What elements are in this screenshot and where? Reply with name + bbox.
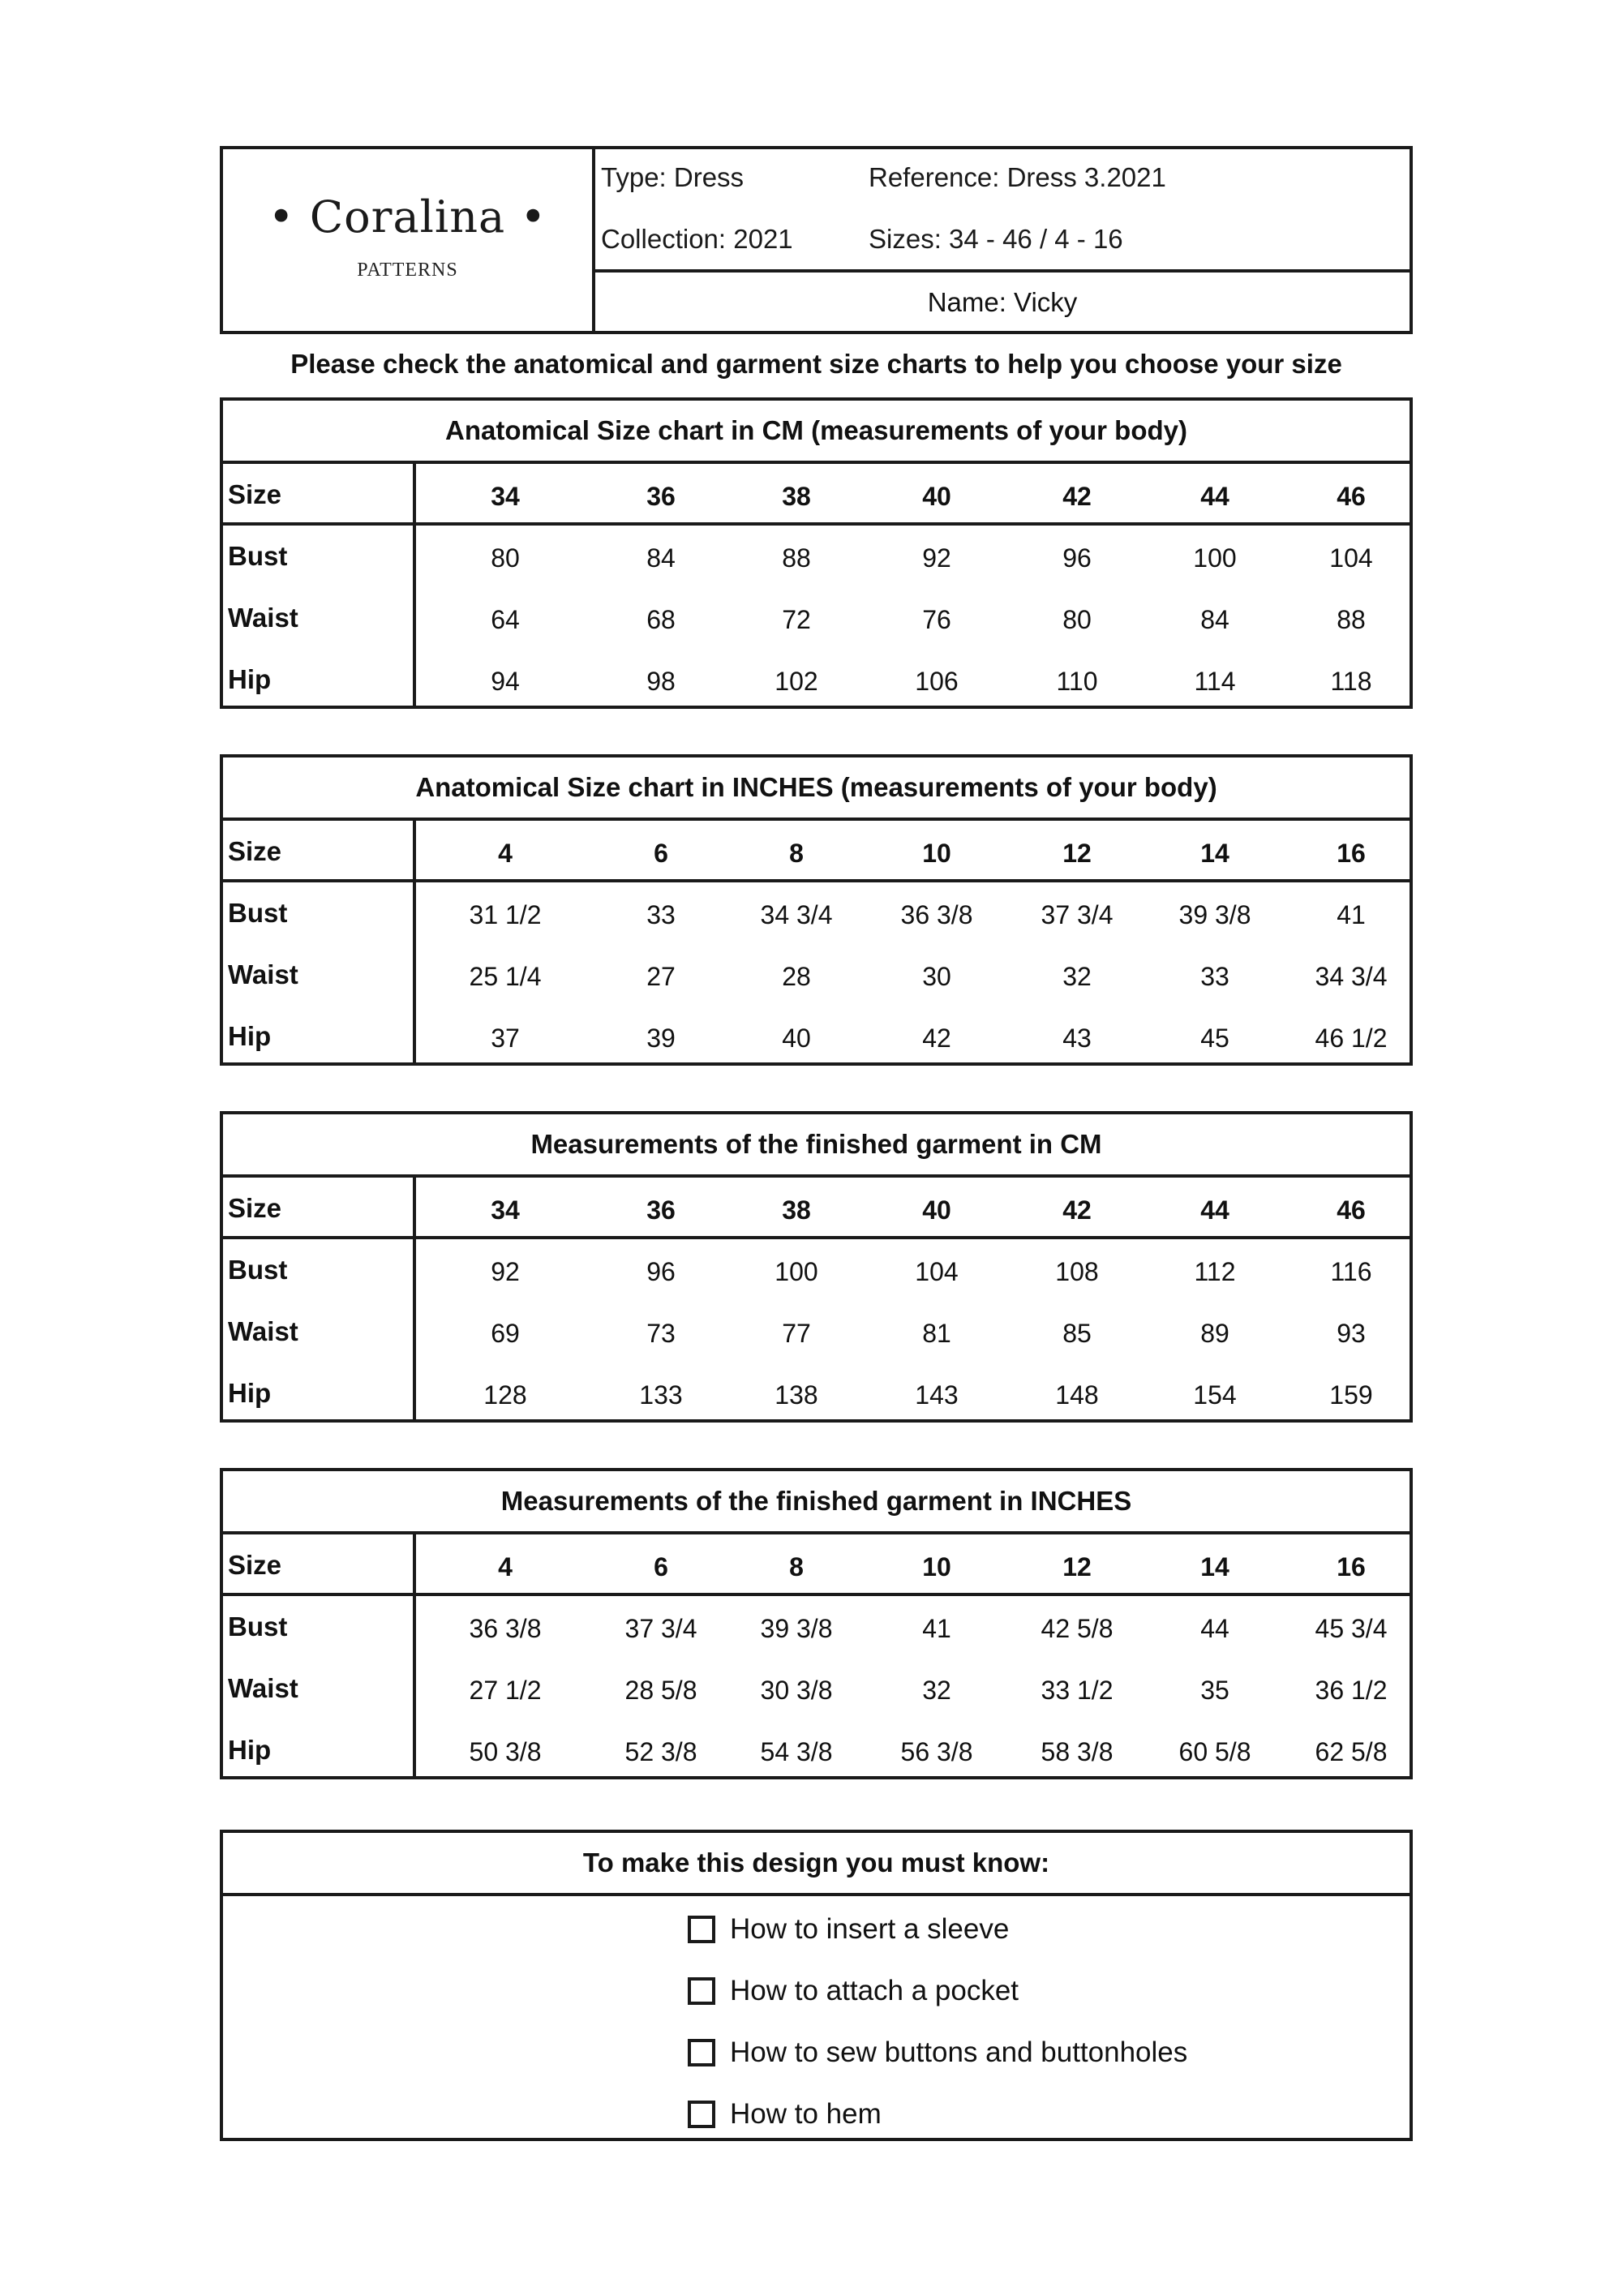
skill-checkbox[interactable] [688,2039,715,2066]
size-cell: 46 [1337,482,1366,511]
size-cell: 42 [1062,1195,1092,1225]
brand-subtitle: PATTERNS [357,260,458,281]
size-cell: 8 [789,839,804,868]
measurement-cell: 36 3/8 [469,1614,542,1643]
measurement-cell: 138 [775,1380,818,1410]
measurement-cell: 33 1/2 [1041,1676,1114,1705]
measurement-cell: 32 [922,1676,951,1705]
table-row [223,1719,1410,1781]
table-row [223,649,1410,710]
measurement-cell: 33 [1200,962,1229,991]
size-table-garment-inches [220,1468,1413,1779]
skills-divider [223,1893,1410,1896]
measurement-cell: 27 1/2 [469,1676,542,1705]
row-label: Waist [228,1673,298,1703]
size-cell: 14 [1200,839,1229,868]
size-cell: 36 [646,1195,676,1225]
measurement-cell: 96 [646,1257,676,1286]
row-label: Bust [228,541,288,571]
measurement-cell: 56 3/8 [900,1737,973,1766]
table-row [223,944,1410,1006]
size-cell: 14 [1200,1552,1229,1581]
measurement-cell: 96 [1062,543,1092,573]
measurement-cell: 116 [1330,1257,1372,1286]
measurement-cell: 58 3/8 [1041,1737,1114,1766]
size-cell: 10 [922,1552,951,1581]
measurement-cell: 100 [1193,543,1237,573]
size-cell: 6 [654,1552,668,1581]
row-label: Size [228,1550,282,1580]
size-cell: 38 [782,1195,811,1225]
skill-label: How to attach a pocket [730,1975,1019,2006]
measurement-cell: 60 5/8 [1178,1737,1251,1766]
measurement-cell: 41 [922,1614,951,1643]
measurement-cell: 69 [491,1319,520,1348]
table-row [223,1363,1410,1424]
size-cell: 38 [782,482,811,511]
measurement-cell: 45 [1200,1024,1229,1053]
measurement-cell: 89 [1200,1319,1229,1348]
measurement-cell: 148 [1055,1380,1099,1410]
measurement-cell: 28 5/8 [624,1676,697,1705]
table-row [223,1006,1410,1067]
skill-checkbox[interactable] [688,1916,715,1943]
table-row [223,1596,1410,1658]
pattern-sizes: Sizes: 34 - 46 / 4 - 16 [869,224,1123,254]
measurement-cell: 39 3/8 [760,1614,833,1643]
measurement-cell: 44 [1200,1614,1229,1643]
measurement-cell: 73 [646,1319,676,1348]
measurement-cell: 112 [1194,1257,1236,1286]
measurement-cell: 36 3/8 [900,900,973,929]
measurement-cell: 72 [782,605,811,634]
measurement-cell: 32 [1062,962,1092,991]
measurement-cell: 30 3/8 [760,1676,833,1705]
table-title: Measurements of the finished garment in CM [530,1129,1102,1159]
measurement-cell: 81 [922,1319,951,1348]
measurement-cell: 128 [483,1380,527,1410]
size-cell: 34 [491,482,520,511]
measurement-cell: 88 [1337,605,1366,634]
row-label: Size [228,1193,282,1223]
measurement-cell: 100 [775,1257,818,1286]
size-cell: 16 [1337,839,1366,868]
measurement-cell: 35 [1200,1676,1229,1705]
row-label: Hip [228,1378,272,1408]
row-label: Hip [228,1021,272,1051]
measurement-cell: 118 [1330,667,1372,696]
table-title: Measurements of the finished garment in INCHES [500,1486,1132,1516]
row-label: Bust [228,898,288,928]
pattern-header [220,146,1413,334]
measurement-cell: 110 [1056,667,1098,696]
size-cell: 4 [498,839,513,868]
measurement-cell: 37 [491,1024,520,1053]
size-cell: 4 [498,1552,513,1581]
size-cell: 44 [1200,482,1229,511]
required-skills [220,1830,1413,2141]
measurement-cell: 42 [922,1024,951,1053]
row-label: Waist [228,959,298,989]
measurement-cell: 93 [1337,1319,1366,1348]
table-size-row [223,1178,1410,1239]
measurement-cell: 31 1/2 [469,900,542,929]
row-label: Bust [228,1611,288,1642]
size-table-anatomical-cm [220,397,1413,709]
skills-title: To make this design you must know: [582,1848,1050,1878]
pattern-reference: Reference: Dress 3.2021 [869,162,1166,192]
size-cell: 46 [1337,1195,1366,1225]
table-title: Anatomical Size chart in INCHES (measurements of your body) [415,772,1217,802]
table-row [223,882,1410,944]
size-cell: 36 [646,482,676,511]
measurement-cell: 92 [491,1257,520,1286]
measurement-cell: 46 1/2 [1315,1024,1388,1053]
size-cell: 10 [922,839,951,868]
size-cell: 40 [922,482,951,511]
brand-logo [223,149,595,331]
brand-name: • Coralina • [268,191,547,242]
table-title: Anatomical Size chart in CM (measurements of your body) [444,415,1187,445]
measurement-cell: 98 [646,667,676,696]
measurement-cell: 154 [1193,1380,1237,1410]
size-cell: 42 [1062,482,1092,511]
pattern-name: Name: Vicky [927,287,1078,317]
measurement-cell: 43 [1062,1024,1092,1053]
measurement-cell: 33 [646,900,676,929]
size-cell: 40 [922,1195,951,1225]
measurement-cell: 133 [639,1380,683,1410]
table-size-row [223,464,1410,526]
measurement-cell: 64 [491,605,520,634]
measurement-cell: 34 3/4 [1315,962,1388,991]
size-cell: 44 [1200,1195,1229,1225]
row-label: Waist [228,603,298,633]
measurement-cell: 92 [922,543,951,573]
measurement-cell: 84 [646,543,676,573]
measurement-cell: 80 [491,543,520,573]
measurement-cell: 159 [1329,1380,1373,1410]
table-row [223,1658,1410,1719]
measurement-cell: 37 3/4 [1041,900,1114,929]
measurement-cell: 104 [1329,543,1373,573]
row-label: Hip [228,1735,272,1765]
measurement-cell: 104 [915,1257,959,1286]
size-cell: 34 [491,1195,520,1225]
measurement-cell: 76 [922,605,951,634]
skill-label: How to sew buttons and buttonholes [730,2036,1188,2068]
skill-checkbox[interactable] [688,2101,715,2128]
measurement-cell: 37 3/4 [624,1614,697,1643]
skill-checkbox[interactable] [688,1977,715,2005]
size-table-garment-cm [220,1111,1413,1423]
pattern-type: Type: Dress [601,162,744,192]
measurement-cell: 114 [1194,667,1236,696]
measurement-cell: 108 [1055,1257,1099,1286]
measurement-cell: 80 [1062,605,1092,634]
row-label: Bust [228,1255,288,1285]
measurement-cell: 62 5/8 [1315,1737,1388,1766]
size-cell: 16 [1337,1552,1366,1581]
table-row [223,1301,1410,1363]
measurement-cell: 42 5/8 [1041,1614,1114,1643]
measurement-cell: 25 1/4 [469,962,542,991]
skill-label: How to hem [730,2098,882,2130]
size-cell: 8 [789,1552,804,1581]
row-label: Size [228,479,282,509]
row-label: Size [228,836,282,866]
pattern-collection: Collection: 2021 [601,224,793,254]
measurement-cell: 77 [782,1319,811,1348]
measurement-cell: 106 [915,667,959,696]
measurement-cell: 54 3/8 [760,1737,833,1766]
measurement-cell: 39 [646,1024,676,1053]
measurement-cell: 84 [1200,605,1229,634]
row-label: Hip [228,664,272,694]
measurement-cell: 143 [915,1380,959,1410]
size-cell: 12 [1062,1552,1092,1581]
intro-instruction: Please check the anatomical and garment size charts to help you choose your size [290,349,1342,379]
measurement-cell: 102 [775,667,818,696]
measurement-cell: 36 1/2 [1315,1676,1388,1705]
measurement-cell: 94 [491,667,520,696]
size-table-anatomical-inches [220,754,1413,1066]
measurement-cell: 88 [782,543,811,573]
table-size-row [223,1534,1410,1596]
measurement-cell: 30 [922,962,951,991]
measurement-cell: 85 [1062,1319,1092,1348]
measurement-cell: 52 3/8 [624,1737,697,1766]
table-row [223,1239,1410,1301]
measurement-cell: 50 3/8 [469,1737,542,1766]
table-row [223,587,1410,649]
measurement-cell: 27 [646,962,676,991]
measurement-cell: 28 [782,962,811,991]
size-cell: 6 [654,839,668,868]
measurement-cell: 39 3/8 [1178,900,1251,929]
row-label: Waist [228,1316,298,1346]
table-row [223,526,1410,587]
skill-label: How to insert a sleeve [730,1913,1010,1945]
measurement-cell: 45 3/4 [1315,1614,1388,1643]
size-cell: 12 [1062,839,1092,868]
measurement-cell: 41 [1337,900,1366,929]
header-divider [595,269,1410,273]
measurement-cell: 34 3/4 [760,900,833,929]
measurement-cell: 40 [782,1024,811,1053]
table-size-row [223,821,1410,882]
measurement-cell: 68 [646,605,676,634]
